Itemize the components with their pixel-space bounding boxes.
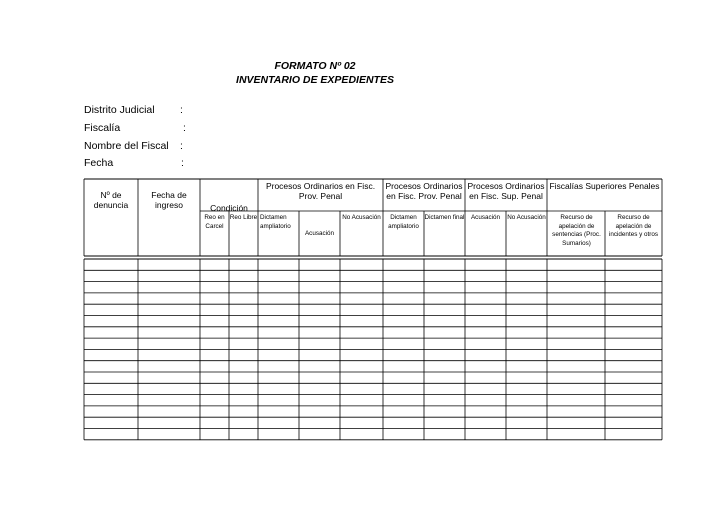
form-title: INVENTARIO DE EXPEDIENTES xyxy=(236,74,394,86)
sub-header-no-acusacion-2: No Acusación xyxy=(507,214,546,221)
col-header-nro-denuncia: Nº de denuncia xyxy=(93,190,129,210)
sub-header-acusacion: Acusación xyxy=(304,230,335,237)
sub-header-dictamen-ampliatorio: Dictamen ampliatorio xyxy=(260,214,291,230)
sub-header-recurso-sentencias: Recurso de apelación de sentencias (Proc. Sumarios) xyxy=(552,214,601,247)
col-header-condicion: Condición xyxy=(210,203,248,213)
sub-header-dictamen-ampliatorio-2: Dictamen ampliatorio xyxy=(388,214,419,230)
sub-header-no-acusacion: No Acusación xyxy=(342,214,381,221)
sub-header-reo-libre: Reo Libre xyxy=(229,214,258,221)
field-fecha-label: Fecha xyxy=(84,157,114,169)
field-fiscal-colon: : xyxy=(180,140,183,152)
sub-header-acusacion-2: Acusación xyxy=(470,214,501,221)
sub-header-dictamen-final: Dictamen final xyxy=(424,214,465,221)
form-number: FORMATO Nº 02 xyxy=(274,60,356,72)
group-header-sup-penal: Procesos Ordinarios en Fisc. Sup. Penal xyxy=(467,181,545,201)
field-fiscalia-label: Fiscalía xyxy=(84,122,121,134)
group-header-prov-penal: Procesos Ordinarios en Fisc. Prov. Penal xyxy=(265,181,376,201)
group-header-fiscalias-superiores: Fiscalías Superiores Penales xyxy=(549,181,660,191)
field-distrito-colon: : xyxy=(180,104,183,116)
col-header-fecha-ingreso: Fecha de ingreso xyxy=(151,190,187,210)
field-distrito-label: Distrito Judicial xyxy=(84,104,155,116)
field-fiscalia-colon: : xyxy=(183,122,186,134)
field-fiscal-label: Nombre del Fiscal xyxy=(84,140,169,152)
field-fecha-colon: : xyxy=(181,157,184,169)
sub-header-reo-carcel: Reo en Carcel xyxy=(204,214,225,230)
group-header-prov-penal-2: Procesos Ordinarios en Fisc. Prov. Penal xyxy=(385,181,463,201)
sub-header-recurso-incidentes: Recurso de apelación de incidentes y otros xyxy=(608,214,658,238)
